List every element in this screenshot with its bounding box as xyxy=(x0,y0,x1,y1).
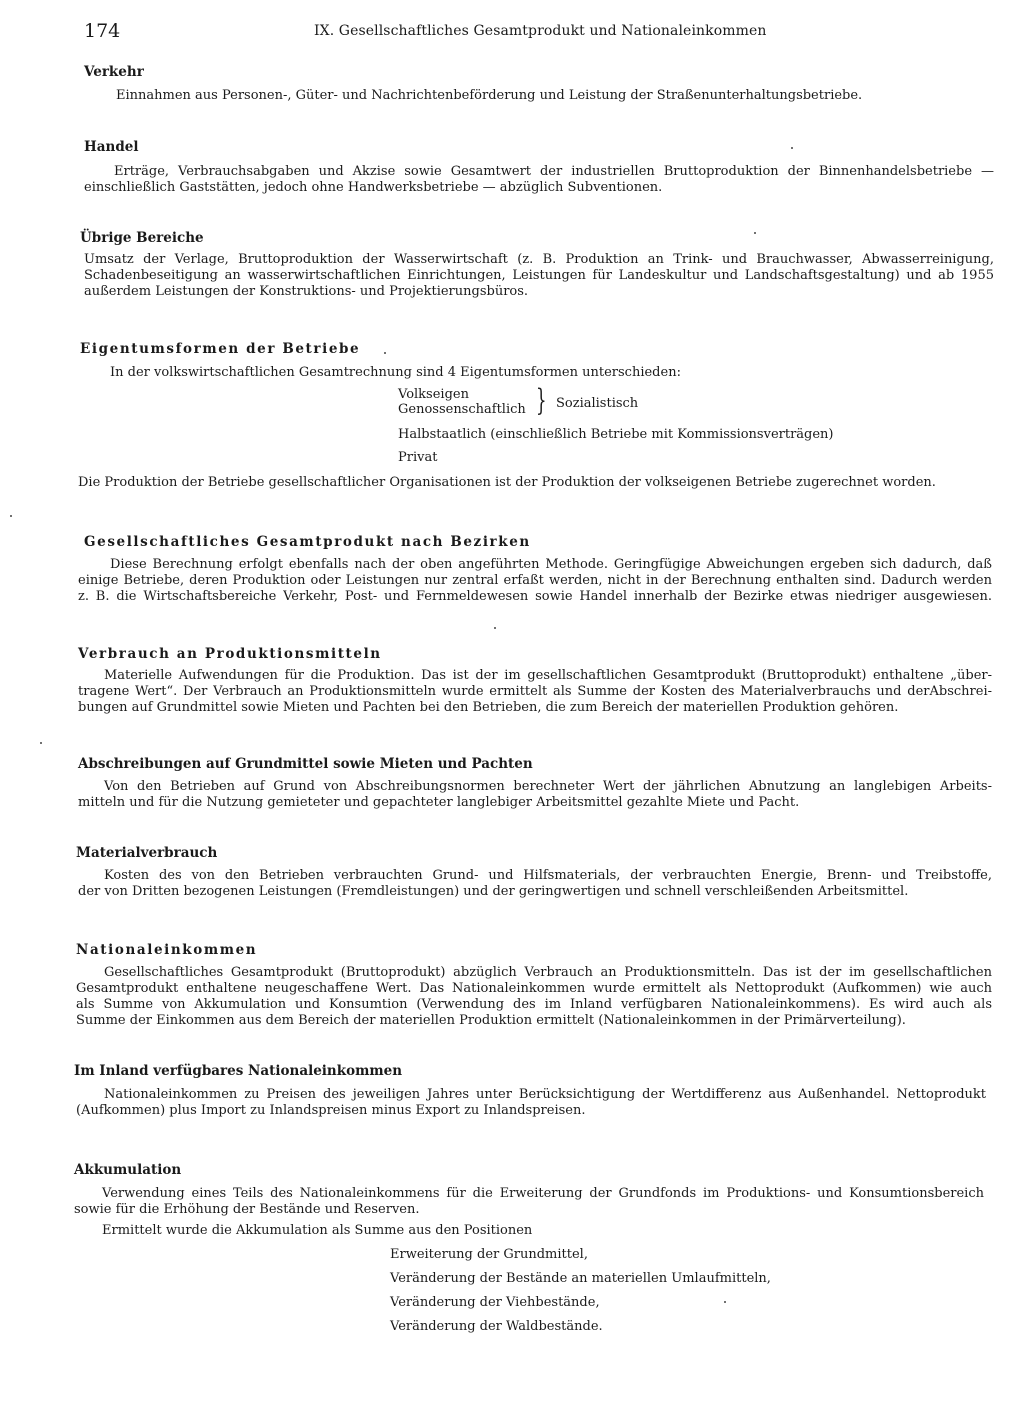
scan-speck xyxy=(494,627,496,629)
paragraph-handel-line-1: Erträge, Verbrauchsabgaben und Akzise sowie Gesamtwert der industriellen Bruttoproduktion der Binnenhandelsbetriebe — xyxy=(114,164,994,179)
heading-verbrauch-produktionsmittel: Verbrauch an Produktionsmitteln xyxy=(78,646,382,662)
paragraph-nationaleinkommen-line-3: als Summe von Akkumulation und Konsumtion (Verwendung des im Inland verfügbaren Nationaleinkommens). Es wird auch als xyxy=(76,997,992,1012)
ownership-form-halbstaatlich: Halbstaatlich (einschließlich Betriebe mit Kommissionsverträgen) xyxy=(398,427,834,442)
akkumulation-position-2: Veränderung der Bestände an materiellen Umlaufmitteln, xyxy=(390,1271,771,1286)
paragraph-bezirke-line-1: Diese Berechnung erfolgt ebenfalls nach der oben angeführten Methode. Geringfügige Abweichungen ergeben sich dadurch, daß xyxy=(110,557,992,572)
heading-inland-verfuegbar: Im Inland verfügbares Nationaleinkommen xyxy=(74,1063,403,1079)
paragraph-uebrige-line-2: Schadenbeseitigung an wasserwirtschaftlichen Einrichtungen, Leistungen für Landeskultur und Landschaftsgestaltung) und ab 1955 xyxy=(84,268,994,283)
paragraph-akkumulation-line-1: Verwendung eines Teils des Nationaleinkommens für die Erweiterung der Grundfonds im Produktions- und Konsumtionsbereich xyxy=(102,1186,984,1201)
running-title: IX. Gesellschaftliches Gesamtprodukt und Nationaleinkommen xyxy=(314,23,767,39)
page-header xyxy=(84,20,984,44)
paragraph-verbrauch-line-3: bungen auf Grundmittel sowie Mieten und Pachten bei den Betrieben, die zum Bereich der materiellen Produktion gehören. xyxy=(78,700,899,715)
paragraph-akkumulation-line-2: sowie für die Erhöhung der Bestände und Reserven. xyxy=(74,1202,420,1217)
heading-abschreibungen: Abschreibungen auf Grundmittel sowie Mieten und Pachten xyxy=(78,756,533,772)
heading-nach-bezirken: Gesellschaftliches Gesamtprodukt nach Bezirken xyxy=(84,534,531,550)
paragraph-akkumulation-intro: Ermittelt wurde die Akkumulation als Summe aus den Positionen xyxy=(102,1223,533,1238)
ownership-group-sozialistisch: Sozialistisch xyxy=(556,396,639,411)
paragraph-abschreibungen-line-1: Von den Betrieben auf Grund von Abschreibungsnormen berechneter Wert der jährlichen Abnutzung an langlebigen Arbeits- xyxy=(104,779,992,794)
page-number: 174 xyxy=(84,20,121,42)
paragraph-handel-line-2: einschließlich Gaststätten, jedoch ohne Handwerksbetriebe — abzüglich Subventionen. xyxy=(84,180,663,195)
paragraph-uebrige-line-3: außerdem Leistungen der Konstruktions- und Projektierungsbüros. xyxy=(84,284,529,299)
paragraph-nationaleinkommen-line-1: Gesellschaftliches Gesamtprodukt (Bruttoprodukt) abzüglich Verbrauch an Produktionsmitteln. Das ist der im gesellschaftlichen xyxy=(104,965,992,980)
paragraph-nationaleinkommen-line-4: Summe der Einkommen aus dem Bereich der materiellen Produktion ermittelt (Nationaleinkommen in der Primärverteilung). xyxy=(76,1013,906,1028)
scan-speck xyxy=(384,352,386,354)
paragraph-material-line-1: Kosten des von den Betrieben verbrauchten Grund- und Hilfsmaterials, der verbrauchten Energie, Brenn- und Treibstoffe, xyxy=(104,868,992,883)
paragraph-uebrige-line-1: Umsatz der Verlage, Bruttoproduktion der Wasserwirtschaft (z. B. Produktion an Trink- und Brauchwasser, Abwasserreinigung, xyxy=(84,252,994,267)
paragraph-bezirke-line-2: einige Betriebe, deren Produktion oder Leistungen nur zentral erfaßt werden, nicht in der Berechnung enthalten sind. Dadurch werden xyxy=(78,573,992,588)
paragraph-verbrauch-line-1: Materielle Aufwendungen für die Produktion. Das ist der im gesellschaftlichen Gesamtprodukt (Bruttoprodukt) enthaltene „über- xyxy=(104,668,992,683)
akkumulation-position-1: Erweiterung der Grundmittel, xyxy=(390,1247,588,1262)
paragraph-eigentum-note: Die Produktion der Betriebe gesellschaftlicher Organisationen ist der Produktion der volkseigenen Betriebe zugerechnet worden. xyxy=(78,475,936,490)
scan-speck xyxy=(724,1301,726,1303)
heading-materialverbrauch: Materialverbrauch xyxy=(76,845,218,861)
akkumulation-position-3: Veränderung der Viehbestände, xyxy=(390,1295,600,1310)
curly-brace-icon: } xyxy=(536,383,547,418)
heading-akkumulation: Akkumulation xyxy=(74,1162,182,1178)
scan-speck xyxy=(40,742,42,744)
paragraph-nationaleinkommen-line-2: Gesamtprodukt enthaltene neugeschaffene Wert. Das Nationaleinkommen wurde ermittelt als Nettoprodukt (Aufkommen) wie auch xyxy=(76,981,992,996)
heading-handel: Handel xyxy=(84,139,139,155)
heading-eigentumsformen: Eigentumsformen der Betriebe xyxy=(80,341,361,357)
paragraph-bezirke-line-3: z. B. die Wirtschaftsbereiche Verkehr, Post- und Fernmeldewesen sowie Handel innerhalb der Bezirke etwas niedriger ausgewiesen. xyxy=(78,589,992,604)
scan-speck xyxy=(791,147,793,149)
paragraph-material-line-2: der von Dritten bezogenen Leistungen (Fremdleistungen) und der geringwertigen und schnell verschleißenden Arbeitsmittel. xyxy=(78,884,909,899)
ownership-form-volkseigen: Volkseigen xyxy=(398,387,469,402)
scan-speck xyxy=(754,232,756,234)
scan-speck xyxy=(10,515,12,517)
ownership-form-genossenschaftlich: Genossenschaftlich xyxy=(398,402,526,417)
ownership-form-privat: Privat xyxy=(398,450,438,465)
heading-nationaleinkommen: Nationaleinkommen xyxy=(76,942,258,958)
paragraph-inland-line-1: Nationaleinkommen zu Preisen des jeweiligen Jahres unter Berücksichtigung der Wertdifferenz aus Außenhandel. Nettoprodukt xyxy=(104,1087,986,1102)
heading-verkehr: Verkehr xyxy=(84,64,144,80)
akkumulation-position-4: Veränderung der Waldbestände. xyxy=(390,1319,603,1334)
paragraph-abschreibungen-line-2: mitteln und für die Nutzung gemieteter und gepachteter langlebiger Arbeitsmittel gezahlte Miete und Pacht. xyxy=(78,795,800,810)
paragraph-verbrauch-line-2: tragene Wert“. Der Verbrauch an Produktionsmitteln wurde ermittelt als Summe der Kosten des Materialverbrauchs und derAbschrei- xyxy=(78,684,992,699)
paragraph-verkehr-line-1: Einnahmen aus Personen-, Güter- und Nachrichtenbeförderung und Leistung der Straßenunterhaltungsbetriebe. xyxy=(116,88,863,103)
paragraph-eigentum-intro: In der volkswirtschaftlichen Gesamtrechnung sind 4 Eigentumsformen unterschieden: xyxy=(110,365,681,380)
heading-uebrige-bereiche: Übrige Bereiche xyxy=(80,230,204,246)
paragraph-inland-line-2: (Aufkommen) plus Import zu Inlandspreisen minus Export zu Inlandspreisen. xyxy=(76,1103,586,1118)
